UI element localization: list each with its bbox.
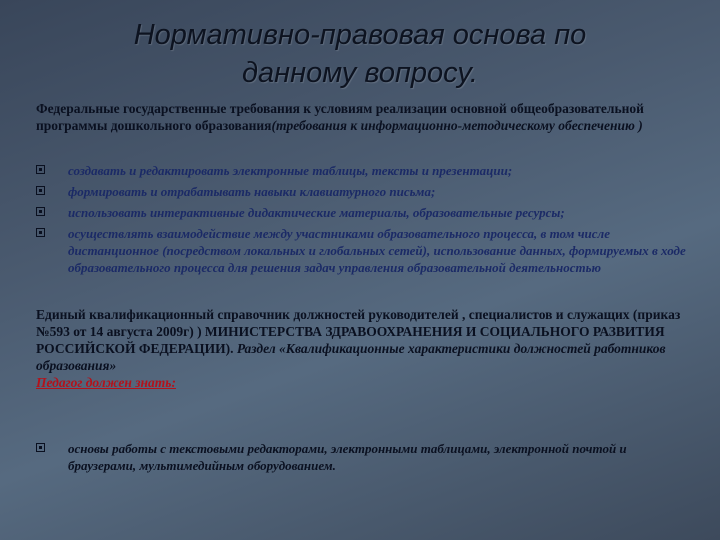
knowledge-list bbox=[36, 440, 698, 474]
intro-paragraph bbox=[36, 100, 698, 134]
list-item-text: формировать и отрабатывать навыки клавиатурного письма; bbox=[68, 184, 436, 199]
bullet-icon bbox=[36, 228, 45, 237]
list-item bbox=[36, 204, 698, 221]
reference-italic-text: Раздел «Квалификационные характеристики должностей работников образования» bbox=[36, 341, 666, 373]
bullet-icon bbox=[36, 165, 45, 174]
bullet-icon bbox=[36, 186, 45, 195]
requirements-list bbox=[36, 162, 698, 280]
intro-italic-text: (требования к информационно-методическому обеспечению ) bbox=[271, 118, 643, 133]
list-item bbox=[36, 440, 698, 474]
list-item bbox=[36, 183, 698, 200]
bullet-icon bbox=[36, 207, 45, 216]
list-item-text: использовать интерактивные дидактические материалы, образовательные ресурсы; bbox=[68, 205, 565, 220]
list-item bbox=[36, 162, 698, 179]
intro-text: Федеральные государственные требования к условиям реализации основной общеобразовательной программы дошкольного образования bbox=[36, 101, 644, 133]
list-item bbox=[36, 225, 698, 276]
list-item-text: осуществлять взаимодействие между участниками образовательного процесса, в том числе дистанционное (посредством локальных и глобальных сетей), использование данных, формируемых в ходе образовательного процесса для решения задач управления образовательной деятельностью bbox=[68, 226, 686, 275]
teacher-must-know-heading: Педагог должен знать: bbox=[36, 375, 176, 390]
bullet-icon bbox=[36, 443, 45, 452]
slide-title-line-1: Нормативно-правовая основа по bbox=[133, 19, 587, 51]
reference-text: Единый квалификационный справочник должностей руководителей , специалистов и служащих (приказ №593 от 14 августа 2009г) ) МИНИСТЕРСТВА ЗДРАВООХРАНЕНИЯ И СОЦИАЛЬНОГО РАЗВИТИЯ РОССИЙСКОЙ ФЕДЕРАЦИИ). bbox=[36, 307, 681, 356]
slide-title bbox=[0, 16, 720, 92]
list-item-text: создавать и редактировать электронные таблицы, тексты и презентации; bbox=[68, 163, 513, 178]
reference-paragraph bbox=[36, 306, 698, 391]
list-item-text: основы работы с текстовыми редакторами, электронными таблицами, электронной почтой и браузерами, мультимедийным оборудованием. bbox=[68, 441, 627, 473]
slide-title-line-2: данному вопросу. bbox=[242, 57, 478, 89]
